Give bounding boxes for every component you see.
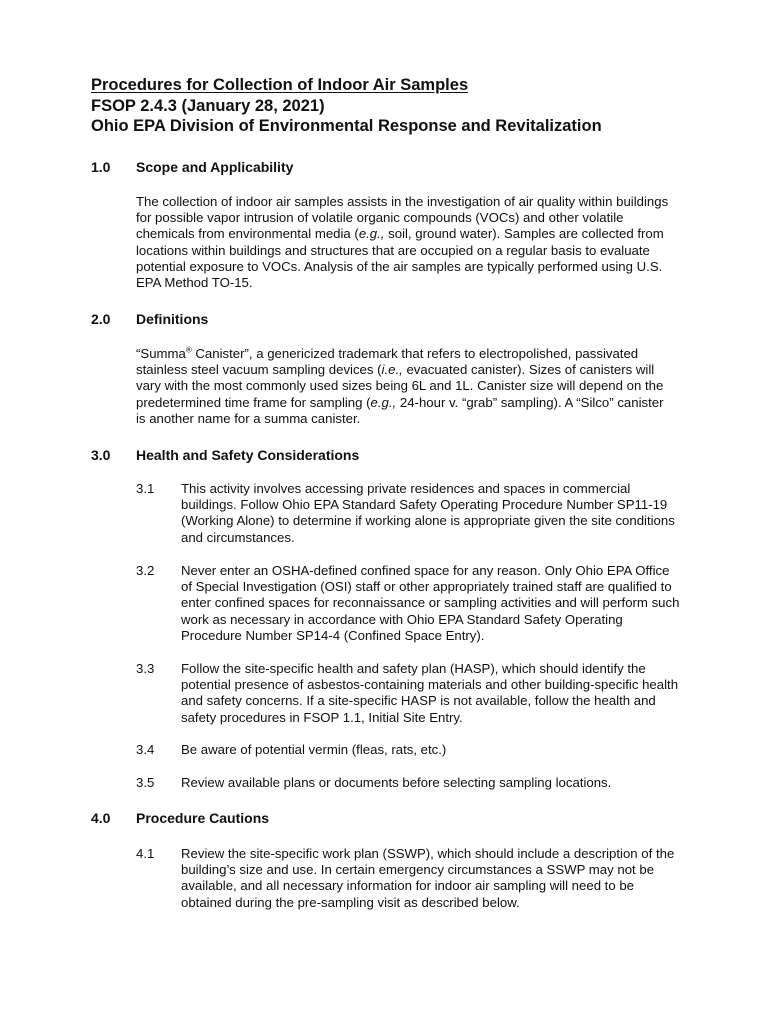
- paragraph-emphasis: e.g.,: [358, 226, 385, 242]
- subsection-number: 3.2: [136, 563, 155, 578]
- subsection-4-1: [136, 846, 681, 911]
- paragraph-emphasis: i.e.,: [381, 362, 403, 378]
- subsection-3-2: [136, 563, 681, 644]
- section-2-paragraph: [136, 346, 676, 427]
- paragraph-text: soil, ground water). Samples are collected from locations within buildings and structures that are occupied on a regular basis to evaluate potential exposure to VOCs. Analysis of the air samples are typically performed using U.S. EPA Method TO-15.: [136, 226, 664, 291]
- subsection-number: 4.1: [136, 846, 155, 861]
- subsection-3-4: [136, 742, 681, 758]
- paragraph-text: Canister”, a genericized trademark that refers to electropolished, passivated stainless steel vacuum sampling devices (: [136, 346, 639, 378]
- document-fsop-number: FSOP 2.4.3 (January 28, 2021): [91, 96, 325, 115]
- registered-mark: ®: [185, 345, 192, 355]
- subsection-3-5: [136, 775, 681, 791]
- paragraph-text: “Summa: [136, 346, 186, 361]
- subsection-3-1: [136, 481, 681, 546]
- subsection-text: Review the site-specific work plan (SSWP), which should include a description of the building’s size and use. In certain emergency circumstances a SSWP may not be available, and all necessary information for indoor air sampling will need to be obtained during the pre-sampling visit as described below.: [181, 846, 675, 910]
- section-heading-2: [91, 311, 208, 328]
- section-title: Scope and Applicability: [136, 159, 294, 175]
- subsection-text: Never enter an OSHA-defined confined space for any reason. Only Ohio EPA Office of Special Investigation (OSI) staff or other appropriately trained staff are qualified to enter confined spaces for reconnaissance or sampling activities and will perform such work as necessary in accordance with Ohio EPA Standard Safety Operating Procedure Number SP14-4 (Confined Space Entry).: [181, 563, 680, 643]
- paragraph-emphasis: e.g.,: [370, 394, 397, 410]
- section-title: Definitions: [136, 311, 209, 327]
- paragraph-text: The collection of indoor air samples assists in the investigation of air quality within buildings for possible vapor intrusion of volatile organic compounds (VOCs) and other volatile chemicals from environmental media (: [136, 194, 669, 242]
- section-heading-4: [91, 810, 269, 827]
- paragraph-text: 24-hour v. “grab” sampling). A “Silco” canister is another name for a summa canister.: [136, 394, 664, 426]
- subsection-3-3: [136, 661, 681, 726]
- section-heading-1: [91, 159, 293, 176]
- document-title: Procedures for Collection of Indoor Air Samples: [91, 76, 469, 94]
- section-number: 2.0: [91, 311, 111, 327]
- section-number: 3.0: [91, 447, 111, 463]
- subsection-text: Follow the site-specific health and safety plan (HASP), which should identify the potential presence of asbestos-containing materials and other building-specific health and safety concerns. If a site-specific HASP is not available, follow the health and safety procedures in FSOP 1.1, Initial Site Entry.: [181, 661, 679, 725]
- subsection-number: 3.4: [136, 742, 155, 757]
- section-number: 1.0: [91, 159, 111, 175]
- subsection-text: This activity involves accessing private residences and spaces in commercial buildings. Follow Ohio EPA Standard Safety Operating Procedure Number SP11-19 (Working Alone) to determine if working alone is appropriate given the site conditions and circumstances.: [181, 481, 675, 545]
- section-title: Health and Safety Considerations: [136, 447, 360, 463]
- section-number: 4.0: [91, 810, 111, 826]
- subsection-number: 3.5: [136, 775, 155, 790]
- document-title-block: [91, 75, 731, 137]
- section-heading-3: [91, 447, 359, 464]
- paragraph-text: evacuated canister). Sizes of canisters will vary with the most commonly used sizes being 6L and 1L. Canister size will depend on the predetermined time frame for sampling (: [136, 362, 664, 410]
- subsection-number: 3.3: [136, 661, 155, 676]
- section-title: Procedure Cautions: [136, 810, 270, 826]
- subsection-text: Be aware of potential vermin (fleas, rats, etc.): [181, 742, 447, 757]
- document-division: Ohio EPA Division of Environmental Response and Revitalization: [91, 117, 602, 135]
- section-1-paragraph: [136, 194, 676, 291]
- subsection-text: Review available plans or documents before selecting sampling locations.: [181, 775, 612, 790]
- subsection-number: 3.1: [136, 481, 155, 496]
